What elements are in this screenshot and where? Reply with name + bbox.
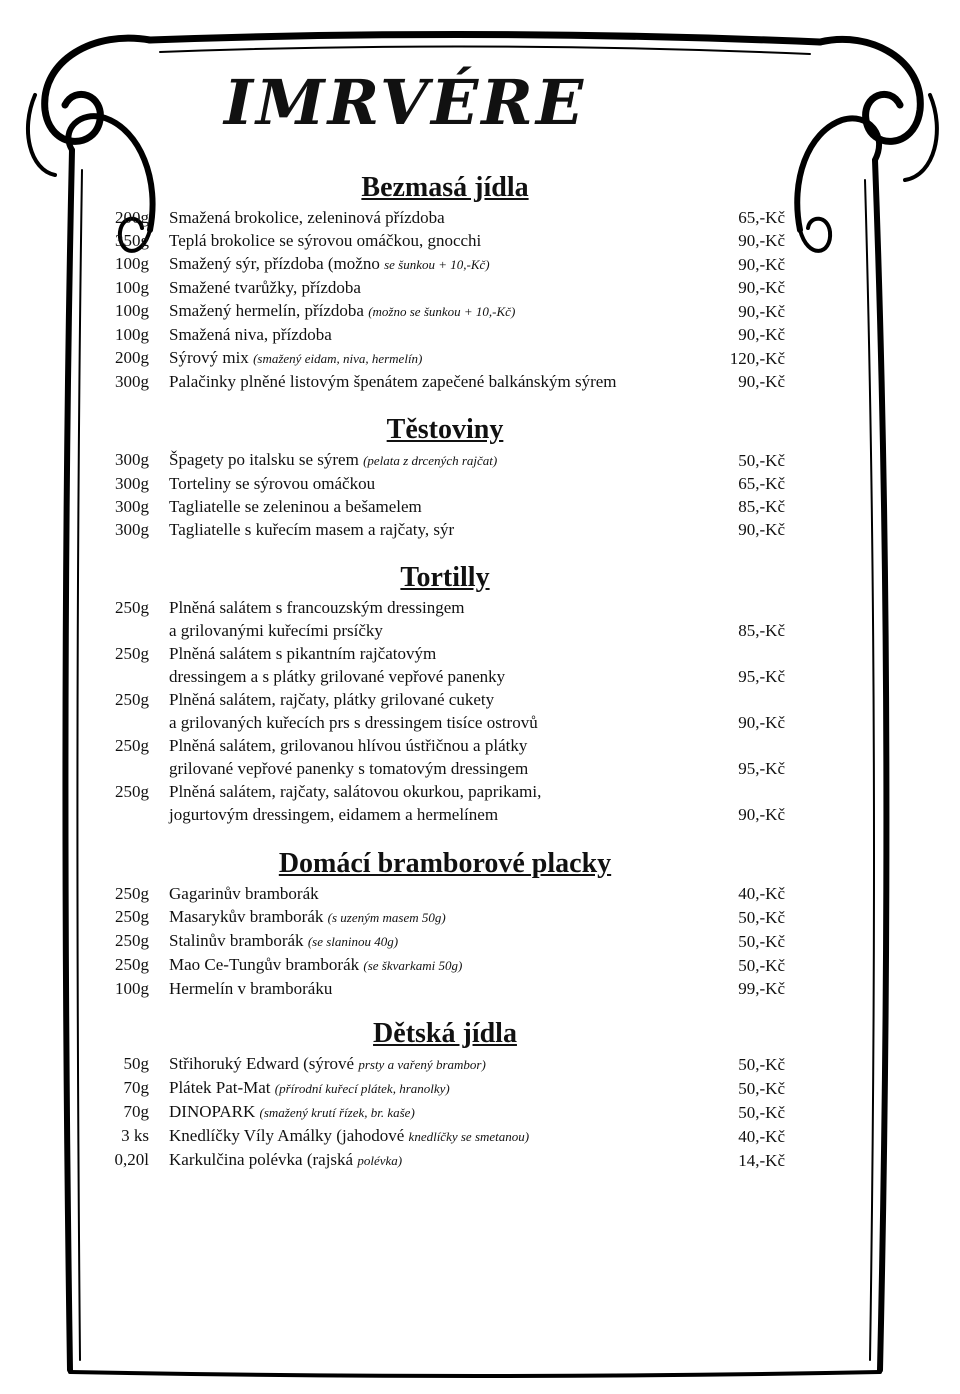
item-quantity: 200g bbox=[115, 348, 149, 367]
menu-item bbox=[105, 448, 785, 472]
item-note: (smažený eidam, niva, hermelín) bbox=[253, 351, 423, 366]
item-price: 65,-Kč bbox=[738, 474, 785, 493]
item-note: prsty a vařený brambor) bbox=[358, 1057, 486, 1072]
menu-item bbox=[105, 1124, 785, 1148]
item-name: Plněná salátem s francouzským dressingem bbox=[169, 598, 465, 617]
item-quantity: 70g bbox=[123, 1078, 149, 1097]
item-quantity: 0,20l bbox=[114, 1150, 149, 1169]
item-note: (se slaninou 40g) bbox=[307, 934, 399, 949]
item-description-line bbox=[169, 252, 695, 276]
menu-item bbox=[105, 905, 785, 929]
item-note: (se škvarkami 50g) bbox=[363, 958, 463, 973]
item-description-line bbox=[169, 780, 695, 803]
menu-item bbox=[105, 929, 785, 953]
menu-item bbox=[105, 642, 785, 688]
item-price: 90,-Kč bbox=[738, 713, 785, 732]
menu-item bbox=[105, 276, 785, 299]
menu-item bbox=[105, 252, 785, 276]
item-name: Smažené tvarůžky, přízdoba bbox=[169, 278, 361, 297]
menu-item bbox=[105, 1100, 785, 1124]
menu-item bbox=[105, 229, 785, 252]
item-description-line bbox=[169, 882, 695, 905]
item-description-line bbox=[169, 370, 695, 393]
item-price: 50,-Kč bbox=[738, 1055, 785, 1074]
item-quantity: 50g bbox=[123, 1054, 149, 1073]
item-description-line bbox=[169, 448, 695, 472]
item-name: Karkulčina polévka (rajská bbox=[169, 1150, 358, 1169]
item-price: 65,-Kč bbox=[738, 208, 785, 227]
item-description-line bbox=[169, 1148, 695, 1172]
item-description-line bbox=[169, 688, 695, 711]
item-name: dressingem a s plátky grilované vepřové panenky bbox=[169, 667, 506, 686]
item-name: Smažený sýr, přízdoba (možno bbox=[169, 254, 385, 273]
item-description-line bbox=[169, 596, 695, 619]
menu-item bbox=[105, 299, 785, 323]
item-note: polévka) bbox=[357, 1153, 403, 1168]
item-description-line bbox=[169, 346, 695, 370]
item-description-line bbox=[169, 803, 695, 826]
item-name: Plněná salátem, rajčaty, salátovou okurkou, paprikami, bbox=[169, 782, 542, 801]
item-price: 99,-Kč bbox=[738, 979, 785, 998]
item-description-line bbox=[169, 1076, 695, 1100]
item-price: 120,-Kč bbox=[729, 349, 785, 368]
item-quantity: 250g bbox=[115, 690, 149, 709]
item-name: Plněná salátem, rajčaty, plátky grilované cukety bbox=[169, 690, 495, 709]
menu-section bbox=[105, 1016, 785, 1172]
item-description-line bbox=[169, 1100, 695, 1124]
menu-item bbox=[105, 518, 785, 541]
item-quantity: 300g bbox=[115, 450, 149, 469]
item-description-line bbox=[169, 229, 695, 252]
item-name: Knedlíčky Víly Amálky (jahodové bbox=[169, 1126, 409, 1145]
menu-item bbox=[105, 323, 785, 346]
item-price: 90,-Kč bbox=[738, 520, 785, 539]
item-note: (smažený krutí řízek, br. kaše) bbox=[259, 1105, 415, 1120]
section-heading: Tortilly bbox=[400, 562, 490, 593]
item-quantity: 250g bbox=[115, 955, 149, 974]
item-name: Sýrový mix bbox=[169, 348, 254, 367]
item-quantity: 250g bbox=[115, 644, 149, 663]
item-price: 50,-Kč bbox=[738, 908, 785, 927]
item-price: 40,-Kč bbox=[738, 1127, 785, 1146]
item-price: 50,-Kč bbox=[738, 451, 785, 470]
item-price: 90,-Kč bbox=[738, 325, 785, 344]
item-name: Gagarinův bramborák bbox=[169, 884, 319, 903]
item-description-line bbox=[169, 953, 695, 977]
item-price: 50,-Kč bbox=[738, 1103, 785, 1122]
item-quantity: 300g bbox=[115, 497, 149, 516]
item-price: 50,-Kč bbox=[738, 932, 785, 951]
item-quantity: 250g bbox=[115, 931, 149, 950]
menu-item bbox=[105, 596, 785, 642]
item-name: Smažená niva, přízdoba bbox=[169, 325, 332, 344]
item-price: 90,-Kč bbox=[738, 302, 785, 321]
item-name: Smažený hermelín, přízdoba bbox=[169, 301, 369, 320]
item-quantity: 250g bbox=[115, 884, 149, 903]
item-description-line bbox=[169, 1124, 695, 1148]
item-quantity: 3 ks bbox=[121, 1126, 149, 1145]
menu-item bbox=[105, 1052, 785, 1076]
restaurant-title: IMRVÉRE bbox=[224, 66, 587, 139]
item-name: Palačinky plněné listovým špenátem zapečené balkánským sýrem bbox=[169, 372, 617, 391]
item-price: 90,-Kč bbox=[738, 278, 785, 297]
item-quantity: 250g bbox=[115, 907, 149, 926]
item-note: (s uzeným masem 50g) bbox=[327, 910, 446, 925]
menu-item bbox=[105, 953, 785, 977]
item-quantity: 200g bbox=[115, 208, 149, 227]
menu-item bbox=[105, 977, 785, 1000]
item-price: 50,-Kč bbox=[738, 956, 785, 975]
item-note: (pelata z drcených rajčat) bbox=[363, 453, 498, 468]
item-name: Plněná salátem s pikantním rajčatovým bbox=[169, 644, 437, 663]
item-price: 95,-Kč bbox=[738, 667, 785, 686]
menu-item bbox=[105, 1076, 785, 1100]
item-quantity: 100g bbox=[115, 325, 149, 344]
menu-item bbox=[105, 1148, 785, 1172]
item-name: a grilovanými kuřecími prsíčky bbox=[169, 621, 383, 640]
menu-item bbox=[105, 495, 785, 518]
item-description-line bbox=[169, 518, 695, 541]
section-heading: Dětská jídla bbox=[373, 1018, 517, 1049]
menu-item bbox=[105, 370, 785, 393]
item-description-line bbox=[169, 472, 695, 495]
menu-item bbox=[105, 688, 785, 734]
item-name: Smažená brokolice, zeleninová přízdoba bbox=[169, 208, 445, 227]
menu-item bbox=[105, 780, 785, 826]
item-quantity: 100g bbox=[115, 278, 149, 297]
item-description-line bbox=[169, 323, 695, 346]
item-name: Střihoruký Edward (sýrové bbox=[169, 1054, 359, 1073]
menu-item bbox=[105, 346, 785, 370]
item-quantity: 250g bbox=[115, 736, 149, 755]
item-description-line bbox=[169, 757, 695, 780]
item-price: 40,-Kč bbox=[738, 884, 785, 903]
item-name: a grilovaných kuřecích prs s dressingem tisíce ostrovů bbox=[169, 713, 538, 732]
item-price: 90,-Kč bbox=[738, 372, 785, 391]
item-description-line bbox=[169, 1052, 695, 1076]
item-quantity: 300g bbox=[115, 372, 149, 391]
item-name: Stalinův bramborák bbox=[169, 931, 308, 950]
menu-section bbox=[105, 846, 785, 1000]
item-name: Teplá brokolice se sýrovou omáčkou, gnocchi bbox=[169, 231, 482, 250]
item-description-line bbox=[169, 711, 695, 734]
item-price: 50,-Kč bbox=[738, 1079, 785, 1098]
item-quantity: 100g bbox=[115, 979, 149, 998]
item-description-line bbox=[169, 495, 695, 518]
item-description-line bbox=[169, 929, 695, 953]
item-name: Plněná salátem, grilovanou hlívou ústřičnou a plátky bbox=[169, 736, 528, 755]
item-quantity: 300g bbox=[115, 520, 149, 539]
item-quantity: 250g bbox=[115, 598, 149, 617]
item-note: (možno se šunkou + 10,-Kč) bbox=[368, 304, 516, 319]
menu-section bbox=[105, 412, 785, 541]
item-description-line bbox=[169, 665, 695, 688]
section-heading: Těstoviny bbox=[386, 414, 504, 445]
item-description-line bbox=[169, 299, 695, 323]
menu-item bbox=[105, 734, 785, 780]
item-name: Masarykův bramborák bbox=[169, 907, 328, 926]
item-price: 95,-Kč bbox=[738, 759, 785, 778]
item-quantity: 100g bbox=[115, 301, 149, 320]
item-description-line bbox=[169, 977, 695, 1000]
section-heading: Bezmasá jídla bbox=[361, 172, 529, 203]
item-description-line bbox=[169, 206, 695, 229]
menu-section bbox=[105, 560, 785, 826]
item-price: 90,-Kč bbox=[738, 255, 785, 274]
item-price: 85,-Kč bbox=[738, 497, 785, 516]
item-name: Špagety po italsku se sýrem bbox=[169, 450, 364, 469]
item-description-line bbox=[169, 276, 695, 299]
item-price: 85,-Kč bbox=[738, 621, 785, 640]
item-quantity: 70g bbox=[123, 1102, 149, 1121]
item-description-line bbox=[169, 905, 695, 929]
item-price: 90,-Kč bbox=[738, 231, 785, 250]
item-description-line bbox=[169, 619, 695, 642]
item-name: DINOPARK bbox=[169, 1102, 260, 1121]
menu-item bbox=[105, 472, 785, 495]
item-name: grilované vepřové panenky s tomatovým dressingem bbox=[169, 759, 529, 778]
item-name: Plátek Pat-Mat bbox=[169, 1078, 275, 1097]
item-quantity: 250g bbox=[115, 782, 149, 801]
item-name: jogurtovým dressingem, eidamem a hermelínem bbox=[169, 805, 499, 824]
menu-item bbox=[105, 882, 785, 905]
item-note: knedlíčky se smetanou) bbox=[408, 1129, 530, 1144]
item-name: Mao Ce-Tungův bramborák bbox=[169, 955, 364, 974]
item-name: Torteliny se sýrovou omáčkou bbox=[169, 474, 376, 493]
item-price: 90,-Kč bbox=[738, 805, 785, 824]
item-price: 14,-Kč bbox=[738, 1151, 785, 1170]
item-note: (přírodní kuřecí plátek, hranolky) bbox=[274, 1081, 450, 1096]
menu-section bbox=[105, 170, 785, 393]
item-name: Tagliatelle s kuřecím masem a rajčaty, sýr bbox=[169, 520, 455, 539]
item-description-line bbox=[169, 642, 695, 665]
item-name: Tagliatelle se zeleninou a bešamelem bbox=[169, 497, 422, 516]
item-quantity: 350g bbox=[115, 231, 149, 250]
item-description-line bbox=[169, 734, 695, 757]
menu-item bbox=[105, 206, 785, 229]
section-heading: Domácí bramborové placky bbox=[278, 848, 612, 879]
item-quantity: 300g bbox=[115, 474, 149, 493]
item-quantity: 100g bbox=[115, 254, 149, 273]
item-note: se šunkou + 10,-Kč) bbox=[384, 257, 490, 272]
item-name: Hermelín v bramboráku bbox=[169, 979, 333, 998]
